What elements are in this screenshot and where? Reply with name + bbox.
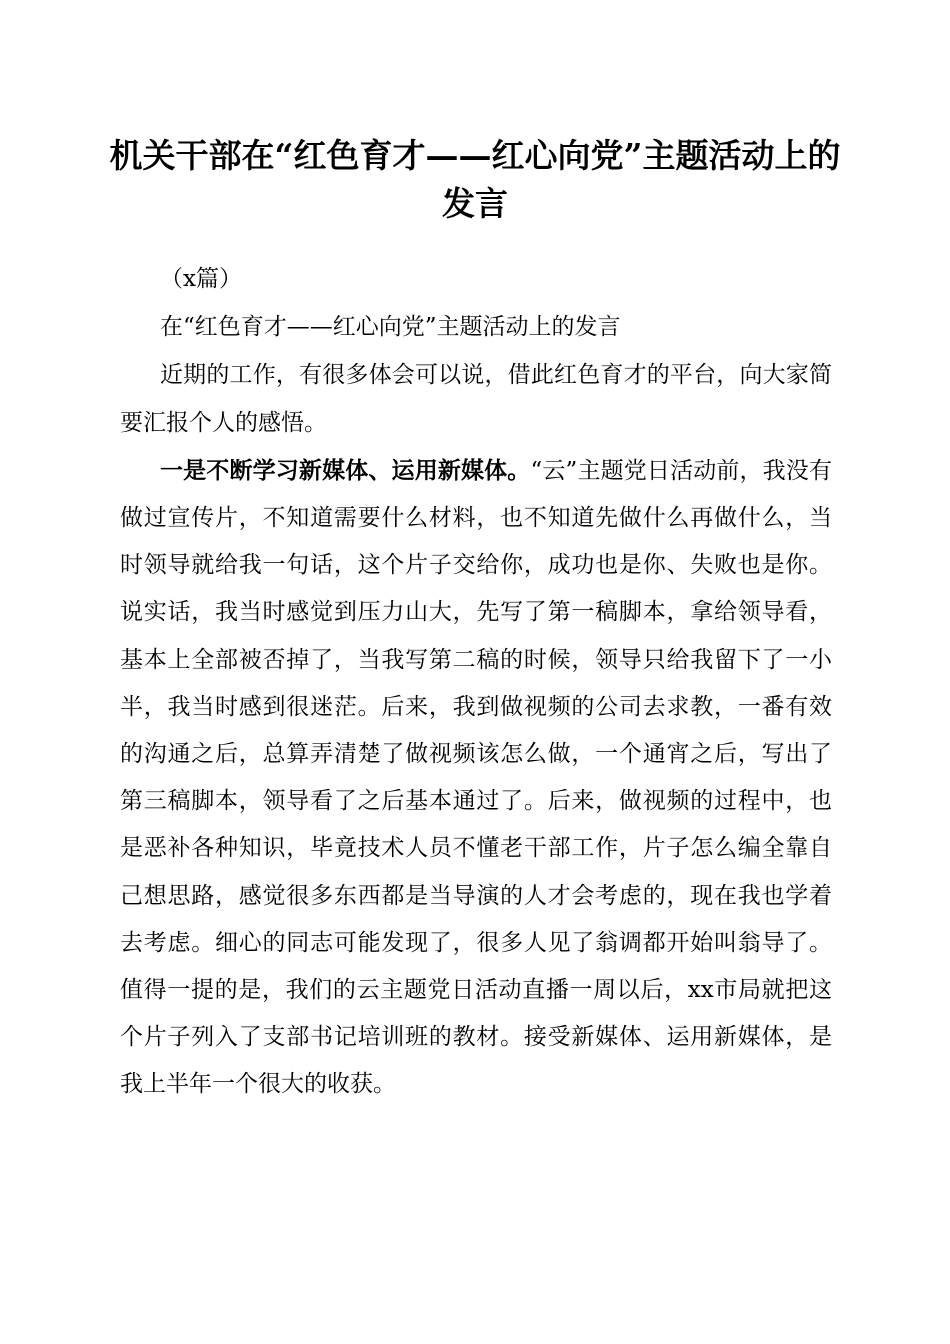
paragraph-volume-note (120, 255, 832, 303)
paragraph-point-one (120, 447, 832, 1109)
paragraph-subtitle (120, 303, 832, 351)
paragraph-text: “云”主题党日活动前，我没有做过宣传片，不知道需要什么材料，也不知道先做什么再做什么，当时领导就给我一句话，这个片子交给你，成功也是你、失败也是你。说实话，我当时感觉到压力山大，先写了第一稿脚本，拿给领导看，基本上全部被否掉了，当我写第二稿的时候，领导只给我留下了一小半，我当时感到很迷茫。后来，我到做视频的公司去求教，一番有效的沟通之后，总算弄清楚了做视频该怎么做，一个通宵之后，写出了第三稿脚本，领导看了之后基本通过了。后来，做视频的过程中，也是恶补各种知识，毕竟技术人员不懂老干部工作，片子怎么编全靠自己想思路，感觉很多东西都是当导演的人才会考虑的，现在我也学着去考虑。细心的同志可能发现了，很多人见了翁调都开始叫翁导了。值得一提的是，我们的云主题党日活动直播一周以后，xx市局就把这个片子列入了支部书记培训班的教材。接受新媒体、运用新媒体，是我上半年一个很大的收获。 (120, 457, 832, 1098)
paragraph-text: 近期的工作，有很多体会可以说，借此红色育才的平台，向大家简要汇报个人的感悟。 (120, 362, 832, 436)
paragraph-lead: 一是不断学习新媒体、运用新媒体。 (160, 456, 531, 484)
paragraph-text: 在“红色育才——红心向党”主题活动上的发言 (160, 314, 621, 341)
paragraph-text: （x篇） (160, 266, 242, 292)
paragraph-intro (120, 351, 832, 446)
document-body (120, 255, 832, 1109)
document-title: 机关干部在“红色育才——红心向党”主题活动上的发言 (109, 136, 841, 223)
